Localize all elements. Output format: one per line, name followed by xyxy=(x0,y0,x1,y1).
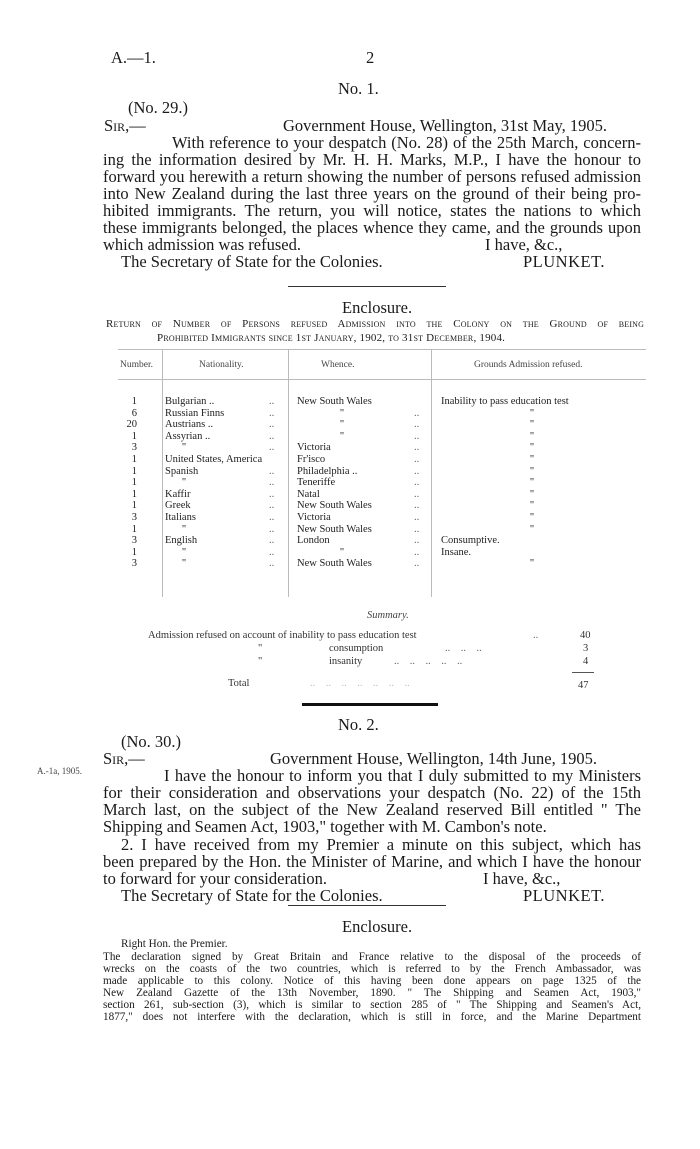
cell-number: 1 xyxy=(131,477,137,489)
letter1-line: forward you herewith a return showing the number of persons refused admission xyxy=(103,167,641,186)
leader-dots: .. xyxy=(269,419,275,431)
cell-nationality: " xyxy=(181,477,187,489)
leader-dots: .. xyxy=(414,558,420,570)
col-header-number: Number. xyxy=(120,360,153,370)
cell-grounds: " xyxy=(529,500,535,512)
return-title-line2: Prohibited Immigrants since 1st January, 1902, to 31st December, 1904. xyxy=(157,332,506,344)
letter1-heading: No. 1. xyxy=(338,79,379,98)
cell-grounds: " xyxy=(529,523,535,535)
leader-dots: .. xyxy=(414,430,420,442)
cell-nationality: Austrians .. xyxy=(165,419,214,431)
cell-nationality: Kaffir xyxy=(165,488,191,500)
cell-grounds: " xyxy=(529,488,535,500)
summary-dots: .. .. .. .. .. xyxy=(394,656,463,667)
letter1-place-date: Government House, Wellington, 31st May, 1905. xyxy=(283,116,608,135)
letter2-signature: PLUNKET. xyxy=(523,886,606,905)
letter2-line: for their consideration and observations your despatch (No. 22) of the 15th xyxy=(103,783,641,802)
summary-line1-value: 40 xyxy=(580,630,591,641)
document-code: A.—1. xyxy=(111,48,156,67)
leader-dots: .. xyxy=(414,465,420,477)
cell-grounds: " xyxy=(529,512,535,523)
leader-dots: .. xyxy=(269,396,275,407)
cell-whence: Victoria xyxy=(297,442,331,454)
summary-line2-label: consumption xyxy=(329,643,384,654)
letter2-heading: No. 2. xyxy=(338,715,379,734)
cell-whence: " xyxy=(339,407,345,419)
cell-whence: New South Wales xyxy=(297,396,372,407)
cell-nationality: Russian Finns xyxy=(165,407,225,419)
cell-nationality: United States, America xyxy=(165,454,263,465)
cell-whence: New South Wales xyxy=(297,558,372,570)
summary-line2-value: 3 xyxy=(583,643,589,654)
table-col-divider xyxy=(162,349,163,597)
leader-dots: .. xyxy=(269,477,275,489)
cell-whence: Natal xyxy=(297,488,320,500)
cell-grounds: " xyxy=(529,465,535,477)
letter1-line: these immigrants belonged, the places whence they came, and the grounds upon xyxy=(103,218,641,237)
cell-grounds: " xyxy=(529,407,535,419)
enclosure2-line: section 261, sub-section (3), which is similar to section 285 of " The Shipping and Seamen's Act, xyxy=(103,999,641,1011)
enclosure1-title: Enclosure. xyxy=(342,298,413,317)
cell-nationality: Spanish xyxy=(165,465,199,477)
cell-nationality: " xyxy=(181,546,187,558)
leader-dots: .. xyxy=(269,546,275,558)
cell-nationality: Greek xyxy=(165,500,191,512)
cell-number: 1 xyxy=(131,523,137,535)
leader-dots: .. xyxy=(269,442,275,454)
cell-whence: Victoria xyxy=(297,512,331,523)
col-header-nationality: Nationality. xyxy=(199,360,244,370)
letter1-line: ing the information desired by Mr. H. H. Marks, M.P., I have the honour to xyxy=(103,150,641,169)
col-header-whence: Whence. xyxy=(321,360,355,370)
cell-grounds: " xyxy=(529,558,535,570)
table-col-divider xyxy=(431,349,432,597)
letter1-line: hibited immigrants. The return, you will notice, states the nations to which xyxy=(103,201,641,220)
summary-dots: .. xyxy=(533,630,539,641)
letter2-line: I have the honour to inform you that I duly submitted to my Ministers xyxy=(164,766,641,785)
cell-nationality: English xyxy=(165,535,198,547)
cell-number: 3 xyxy=(131,535,137,547)
cell-grounds: " xyxy=(529,419,535,431)
letter2-salutation: Sir,— xyxy=(103,749,145,768)
leader-dots: .. xyxy=(414,488,420,500)
enclosure2-line: made applicable to this colony. Notice of this having been done appears on page 1325 of the xyxy=(103,975,641,987)
summary-line3-value: 4 xyxy=(583,656,589,667)
leader-dots: .. xyxy=(269,558,275,570)
leader-dots: .. xyxy=(414,500,420,512)
enclosure2-line: New Zealand Gazette of the 13th November, 1890. " The Shipping and Seamen Act, 1903," xyxy=(103,987,641,999)
cell-whence: Philadelphia .. xyxy=(297,465,358,477)
cell-nationality: Assyrian .. xyxy=(165,430,211,442)
cell-nationality: Bulgarian .. xyxy=(165,396,215,407)
summary-line3-label: insanity xyxy=(329,656,363,667)
table-header-rule xyxy=(118,379,646,380)
cell-number: 1 xyxy=(131,500,137,512)
cell-number: 1 xyxy=(131,430,137,442)
cell-whence: New South Wales xyxy=(297,523,372,535)
cell-number: 1 xyxy=(131,465,137,477)
enclosure2-line: wrecks on the coasts of the two countries, which is referred to by the French Ambassador, was xyxy=(103,963,641,975)
cell-number: 1 xyxy=(131,454,137,465)
cell-number: 1 xyxy=(131,488,137,500)
cell-grounds: " xyxy=(529,430,535,442)
page-number: 2 xyxy=(366,48,375,67)
summary-line2-prefix: " xyxy=(258,643,263,654)
leader-dots: .. xyxy=(269,500,275,512)
summary-total-value: 47 xyxy=(578,680,589,691)
letter2-line: Shipping and Seamen Act, 1903," together with M. Cambon's note. xyxy=(103,817,547,836)
leader-dots: .. xyxy=(414,419,420,431)
letter2-para2-line: been prepared by the Hon. the Minister of Marine, and which I have the honour xyxy=(103,852,641,871)
cell-nationality: " xyxy=(181,523,187,535)
table-col-divider xyxy=(288,349,289,597)
leader-dots: .. xyxy=(269,488,275,500)
divider xyxy=(288,286,446,287)
section-divider xyxy=(302,703,438,706)
enclosure2-addressee: Right Hon. the Premier. xyxy=(121,938,228,950)
col-header-grounds: Grounds Admission refused. xyxy=(474,360,583,370)
leader-dots: .. xyxy=(414,454,420,465)
letter2-place-date: Government House, Wellington, 14th June, 1905. xyxy=(270,749,597,768)
letter2-addressee: The Secretary of State for the Colonies. xyxy=(121,886,383,905)
letter2-line: March last, on the subject of the New Zealand reserved Bill entitled " The xyxy=(103,800,641,819)
leader-dots: .. xyxy=(414,535,420,547)
cell-whence: " xyxy=(339,546,345,558)
cell-whence: Fr'isco xyxy=(297,454,326,465)
cell-grounds: Insane. xyxy=(441,546,472,558)
cell-grounds: Consumptive. xyxy=(441,535,500,547)
cell-whence: New South Wales xyxy=(297,500,372,512)
cell-number: 3 xyxy=(131,512,137,523)
cell-whence: " xyxy=(339,419,345,431)
leader-dots: .. xyxy=(414,442,420,454)
letter1-number: (No. 29.) xyxy=(128,98,189,117)
letter1-signature: PLUNKET. xyxy=(523,252,606,271)
enclosure2-title: Enclosure. xyxy=(342,917,413,936)
cell-number: 1 xyxy=(131,546,137,558)
leader-dots: .. xyxy=(269,535,275,547)
cell-whence: London xyxy=(297,535,330,547)
letter1-addressee: The Secretary of State for the Colonies. xyxy=(121,252,383,271)
enclosure2-line: 1877," does not interfere with the declaration, which is still in force, and the Marine Department xyxy=(103,1011,641,1023)
cell-whence: Teneriffe xyxy=(297,477,336,489)
cell-grounds: " xyxy=(529,477,535,489)
letter2-para2-line: 2. I have received from my Premier a minute on this subject, which has xyxy=(121,835,641,854)
leader-dots: .. xyxy=(414,512,420,523)
leader-dots: .. xyxy=(414,407,420,419)
summary-total-label: Total xyxy=(228,678,250,689)
cell-grounds: " xyxy=(529,454,535,465)
letter1-line: into New Zealand during the last three years on the ground of their being pro- xyxy=(103,184,641,203)
cell-number: 6 xyxy=(131,407,137,419)
summary-title: Summary. xyxy=(367,610,409,621)
cell-grounds: Inability to pass education test xyxy=(441,396,569,407)
letter1-line: which admission was refused. xyxy=(103,235,301,254)
leader-dots: .. xyxy=(414,546,420,558)
letter1-salutation: Sir,— xyxy=(104,116,146,135)
letter2-closing: I have, &c., xyxy=(483,869,561,888)
cell-number: 1 xyxy=(131,396,137,407)
margin-note: A.-1a, 1905. xyxy=(37,766,82,776)
cell-nationality: " xyxy=(181,558,187,570)
summary-sum-rule xyxy=(572,672,594,673)
return-title-line1: Return of Number of Persons refused Admission into the Colony on the Ground of being xyxy=(106,318,644,330)
letter2-number: (No. 30.) xyxy=(121,732,182,751)
leader-dots: .. xyxy=(414,523,420,535)
leader-dots: .. xyxy=(269,430,275,442)
cell-number: 3 xyxy=(131,558,137,570)
cell-nationality: " xyxy=(181,442,187,454)
leader-dots: .. xyxy=(269,407,275,419)
leader-dots: .. xyxy=(269,465,275,477)
enclosure2-line: The declaration signed by Great Britain and France relative to the disposal of the proceeds of xyxy=(103,951,641,963)
summary-dots: .. .. .. .. .. .. .. xyxy=(310,678,410,689)
cell-grounds: " xyxy=(529,442,535,454)
summary-dots: .. .. .. xyxy=(445,643,482,654)
summary-line1-label: Admission refused on account of inability to pass education test xyxy=(148,630,417,641)
cell-nationality: Italians xyxy=(165,512,196,523)
leader-dots: .. xyxy=(269,512,275,523)
leader-dots: .. xyxy=(269,523,275,535)
letter2-para2-line: to forward for your consideration. xyxy=(103,869,328,888)
table-top-rule xyxy=(118,349,646,350)
summary-line3-prefix: " xyxy=(258,656,263,667)
cell-number: 3 xyxy=(131,442,137,454)
letter1-line: With reference to your despatch (No. 28) of the 25th March, concern- xyxy=(172,133,641,152)
leader-dots: .. xyxy=(414,477,420,489)
cell-number: 20 xyxy=(126,419,137,431)
letter1-closing: I have, &c., xyxy=(485,235,563,254)
cell-whence: " xyxy=(339,430,345,442)
divider xyxy=(288,905,446,906)
